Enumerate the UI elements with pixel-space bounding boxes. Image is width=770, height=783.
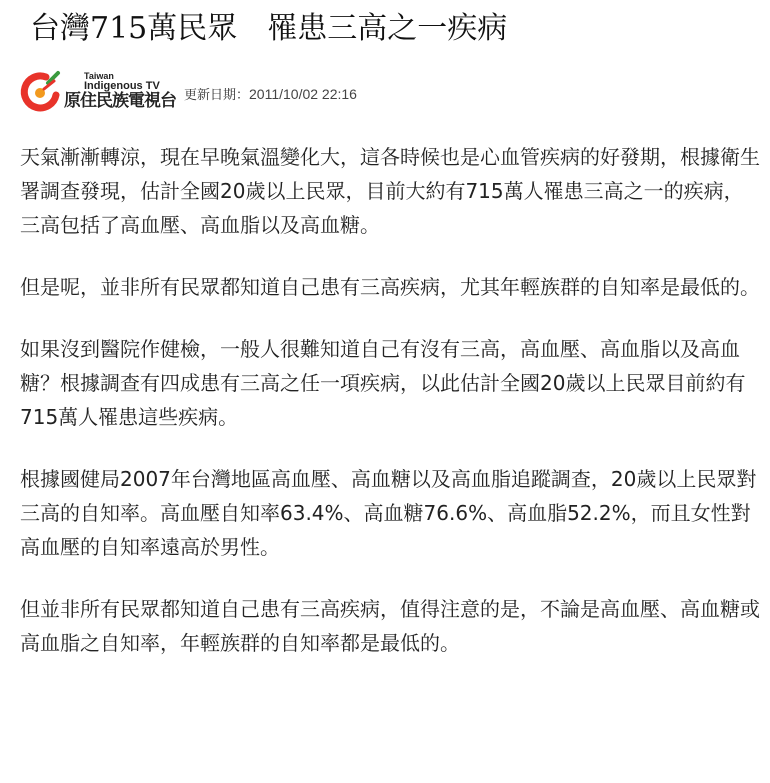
logo-chinese-name: 原住民族電視台 bbox=[64, 91, 176, 111]
update-info bbox=[184, 84, 357, 103]
update-date: 2011/10/02 22:16 bbox=[249, 85, 357, 102]
paragraph-3: 如果沒到醫院作健檢，一般人很難知道自己有沒有三高，高血壓、高血脂以及高血糖？根據調查有四成患有三高之任一項疾病，以此估計全國20歲以上民眾目前約有715萬人罹患這些疾病。 bbox=[20, 337, 746, 429]
paragraph-1: 天氣漸漸轉涼，現在早晚氣溫變化大，這各時候也是心血管疾病的好發期，根據衛生署調查發現，估計全國20歲以上民眾，目前大約有715萬人罹患三高之一的疾病，三高包括了高血壓、高血脂以及高血糖。 bbox=[20, 145, 760, 237]
station-logo bbox=[18, 69, 176, 113]
article-meta bbox=[18, 66, 357, 116]
logo-english-line1: Taiwan bbox=[84, 71, 114, 81]
logo-english-line2: Indigenous TV bbox=[84, 80, 160, 92]
paragraph-2: 但是呢，並非所有民眾都知道自己患有三高疾病，尤其年輕族群的自知率是最低的。 bbox=[20, 275, 760, 299]
article-body bbox=[20, 140, 760, 660]
logo-emblem-icon bbox=[18, 69, 62, 113]
paragraph-5: 但並非所有民眾都知道自己患有三高疾病，值得注意的是，不論是高血壓、高血糖或高血脂之自知率，年輕族群的自知率都是最低的。 bbox=[20, 597, 760, 655]
logo-text bbox=[64, 72, 176, 110]
article-title: 台灣715萬民眾 罹患三高之一疾病 bbox=[30, 11, 508, 46]
update-label: 更新日期： bbox=[184, 87, 250, 103]
paragraph-4: 根據國健局2007年台灣地區高血壓、高血糖以及高血脂追蹤調查，20歲以上民眾對三高的自知率。高血壓自知率63.4%、高血糖76.6%、高血脂52.2%，而且女性對高血壓的自知率遠高於男性。 bbox=[20, 467, 757, 559]
